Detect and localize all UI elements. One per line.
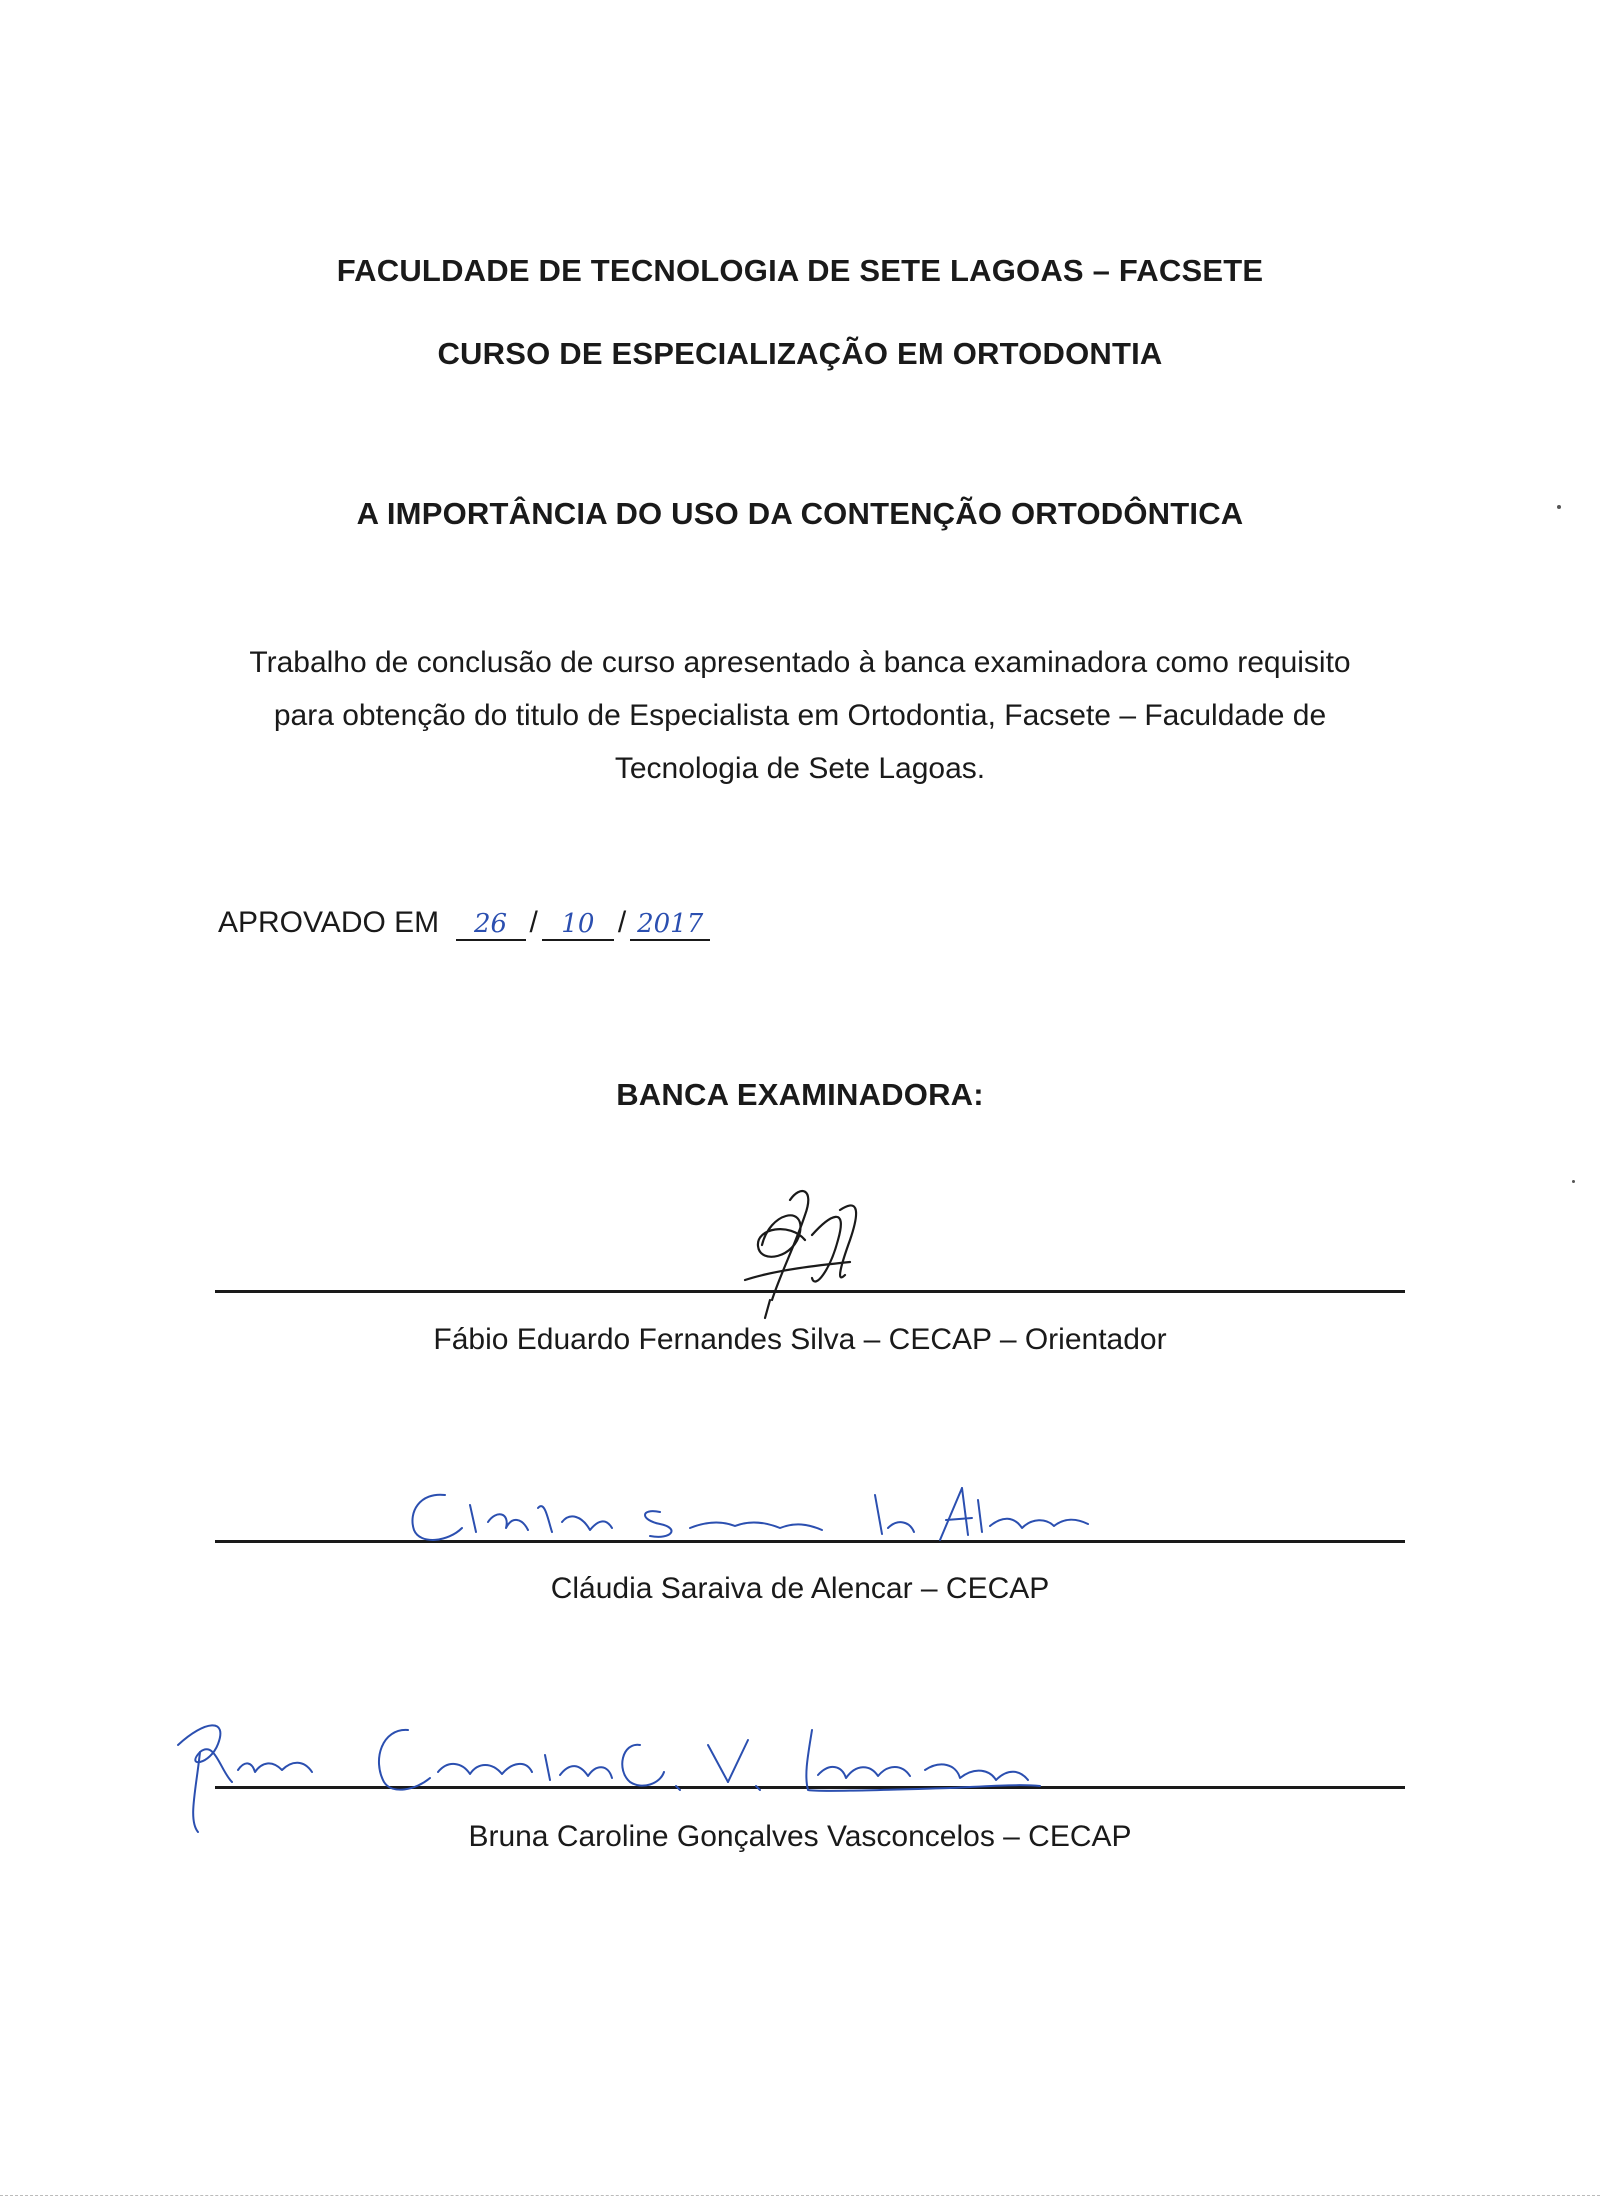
approval-day: 26 (456, 909, 526, 941)
committee-member-1: Fábio Eduardo Fernandes Silva – CECAP – Orientador (433, 1323, 1167, 1356)
approval-month: 10 (542, 909, 614, 941)
signature-3 (178, 1725, 1040, 1832)
scan-edge-rule (0, 2195, 1600, 2196)
committee-member-3: Bruna Caroline Gonçalves Vasconcelos – CECAP (468, 1820, 1132, 1853)
committee-member-2: Cláudia Saraiva de Alencar – CECAP (550, 1572, 1050, 1605)
signature-2 (412, 1488, 1088, 1540)
signature-line-3 (215, 1786, 1405, 1789)
approval-label: APROVADO EM (218, 906, 440, 939)
date-separator: / (617, 906, 627, 939)
date-separator: / (529, 906, 538, 939)
course-heading: CURSO DE ESPECIALIZAÇÃO EM ORTODONTIA (437, 336, 1163, 371)
description-line-1: Trabalho de conclusão de curso apresentado à banca examinadora como requisito (249, 646, 1351, 679)
signature-1 (745, 1191, 856, 1318)
institution-heading: FACULDADE DE TECNOLOGIA DE SETE LAGOAS – FACSETE (336, 253, 1264, 288)
approval-date-row (218, 906, 710, 941)
approval-year: 2017 (630, 909, 710, 941)
scan-speck (1557, 505, 1561, 509)
description-paragraph (0, 636, 1600, 795)
committee-heading: BANCA EXAMINADORA: (616, 1077, 984, 1112)
signature-line-1 (215, 1290, 1405, 1293)
description-line-3: Tecnologia de Sete Lagoas. (614, 752, 986, 785)
scan-speck (1572, 1180, 1575, 1183)
document-title: A IMPORTÂNCIA DO USO DA CONTENÇÃO ORTODÔNTICA (356, 496, 1244, 531)
signature-line-2 (215, 1540, 1405, 1543)
description-line-2: para obtenção do titulo de Especialista em Ortodontia, Facsete – Faculdade de (273, 699, 1327, 732)
